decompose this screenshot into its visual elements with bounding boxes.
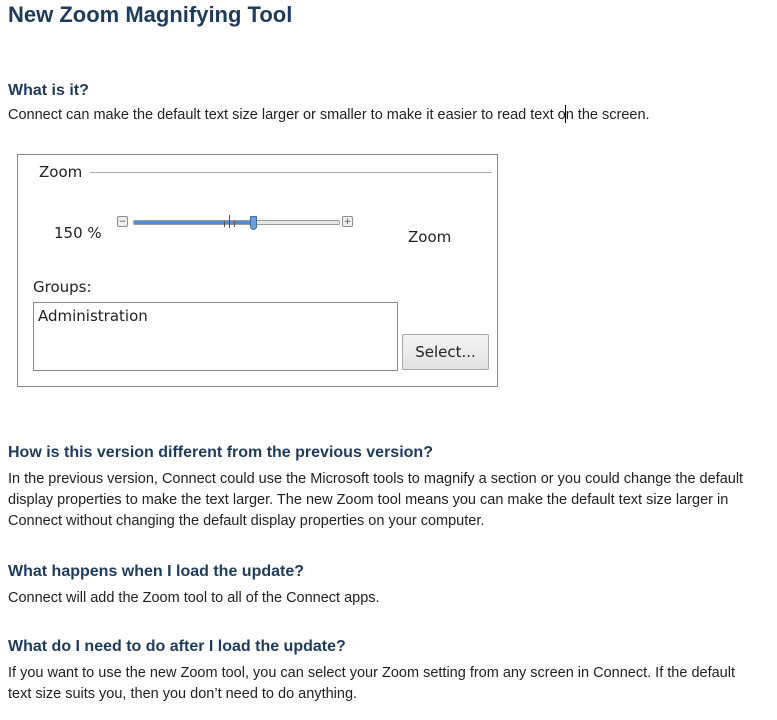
heading-after-update: What do I need to do after I load the update? <box>8 638 346 655</box>
paragraph-version-difference: In the previous version, Connect could use the Microsoft tools to magnify a section or you could change the default display properties to make the text larger. The new Zoom tool means you can make the default text size larger in Connect without changing the default display properties on your computer. <box>8 471 744 529</box>
heading-version-difference: How is this version different from the previous version? <box>8 444 433 461</box>
select-groups-button[interactable]: Select... <box>402 334 489 370</box>
zoom-slider[interactable] <box>117 214 357 236</box>
zoom-panel-screenshot <box>17 154 498 387</box>
zoom-group-divider <box>90 172 492 173</box>
slider-tick-100 <box>229 215 230 228</box>
paragraph-what-is-it-part2: n the screen. <box>565 107 650 123</box>
paragraph-load-update: Connect will add the Zoom tool to all of the Connect apps. <box>8 590 380 606</box>
heading-what-is-it: What is it? <box>8 82 89 99</box>
groups-label: Groups: <box>33 278 92 296</box>
zoom-level-readout: 150 % <box>54 224 102 242</box>
zoom-caption: Zoom <box>408 228 452 246</box>
zoom-slider-fill <box>134 221 254 224</box>
paragraph-what-is-it <box>8 105 768 126</box>
paragraph-after-update: If you want to use the new Zoom tool, you can select your Zoom setting from any screen in Connect. If the default text size suits you, then you don’t need to do anything. <box>8 665 735 702</box>
zoom-group-legend: Zoom <box>39 163 88 181</box>
zoom-slider-track[interactable] <box>133 220 340 225</box>
zoom-slider-thumb[interactable] <box>250 216 257 230</box>
zoom-in-icon[interactable]: + <box>343 217 352 227</box>
groups-list[interactable] <box>33 302 398 371</box>
heading-load-update: What happens when I load the update? <box>8 563 305 580</box>
zoom-out-icon[interactable]: − <box>118 217 127 227</box>
groups-list-item[interactable]: Administration <box>38 307 148 325</box>
paragraph-what-is-it-part1: Connect can make the default text size larger or smaller to make it easier to read text o <box>8 107 566 123</box>
slider-tick-minor <box>224 221 225 227</box>
page-title: New Zoom Magnifying Tool <box>8 2 293 27</box>
slider-tick-minor <box>234 221 235 227</box>
